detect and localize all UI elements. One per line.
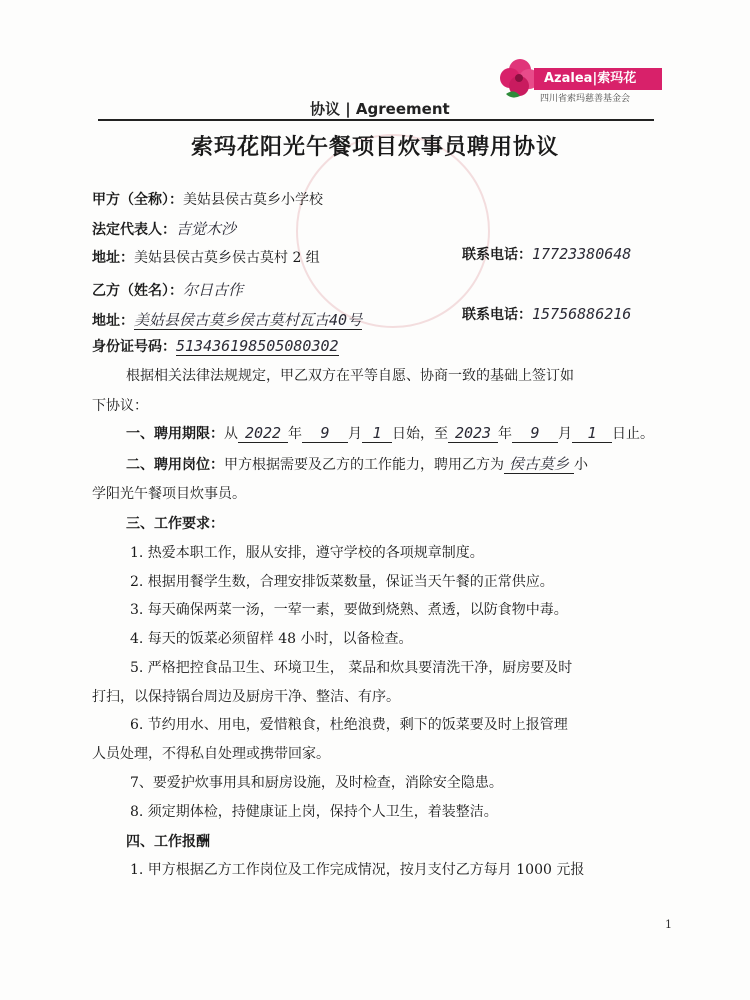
term-heading: 一、聘用期限： xyxy=(126,426,224,442)
party-b-name-row xyxy=(92,280,243,301)
post-line-2: 学阳光午餐项目炊事员。 xyxy=(92,486,246,502)
party-a-name-value: 美姑县侯古莫乡小学校 xyxy=(183,192,323,208)
party-b-name-label: 乙方（姓名）： xyxy=(92,283,183,299)
party-b-phone-label: 联系电话： xyxy=(462,307,532,323)
term-row xyxy=(126,424,654,444)
post-heading: 二、聘用岗位： xyxy=(126,457,224,473)
requirement-item: 5. 严格把控食品卫生、环境卫生， 菜品和炊具要清洗干净，厨房要及时 xyxy=(130,660,573,676)
party-b-id-label: 身份证号码： xyxy=(92,339,176,355)
term-start-month: 9 xyxy=(302,424,348,443)
post-school-handwritten: 侯古莫乡 xyxy=(504,455,574,474)
post-row xyxy=(126,455,588,475)
term-from: 从 xyxy=(224,426,238,442)
party-a-name-label: 甲方（全称）： xyxy=(92,192,183,208)
logo-subtitle: 四川省索玛慈善基金会 xyxy=(540,94,631,104)
requirement-item: 8. 须定期体检，持健康证上岗，保持个人卫生，着装整洁。 xyxy=(130,804,498,820)
party-a-address-label: 地址： xyxy=(92,250,134,266)
requirement-item: 4. 每天的饭菜必须留样 48 小时，以备检查。 xyxy=(130,631,413,647)
term-start-day: 1 xyxy=(362,424,392,443)
term-start-year: 2022 xyxy=(238,424,288,443)
requirement-item: 6. 节约用水、用电，爱惜粮食，杜绝浪费，剩下的饭菜要及时上报管理 xyxy=(130,717,568,733)
party-a-rep-label: 法定代表人： xyxy=(92,222,176,238)
party-b-address-label: 地址： xyxy=(92,313,134,329)
requirement-item: 1. 热爱本职工作，服从安排，遵守学校的各项规章制度。 xyxy=(130,545,484,561)
requirement-item: 7、要爱护炊事用具和厨房设施，及时检查，消除安全隐患。 xyxy=(130,775,503,791)
red-seal-watermark xyxy=(296,134,490,328)
term-year-text: 年 xyxy=(288,426,302,442)
party-a-address-row xyxy=(92,248,320,268)
party-b-address-row xyxy=(92,310,362,331)
azalea-logo xyxy=(496,52,666,108)
requirement-item: 3. 每天确保两菜一汤，一荤一素，要做到烧熟、煮透，以防食物中毒。 xyxy=(130,602,568,618)
post-text-2: 小 xyxy=(574,457,588,473)
party-b-name-value: 尔日古作 xyxy=(183,281,244,299)
pay-heading: 四、工作报酬 xyxy=(126,834,210,850)
party-b-phone-row xyxy=(462,304,631,325)
term-end-day: 1 xyxy=(572,424,612,443)
requirement-item-cont: 人员处理，不得私自处理或携带回家。 xyxy=(92,746,330,762)
agreement-tag: 协议 | Agreement xyxy=(310,100,450,118)
party-a-rep-signature: 吉觉木沙 xyxy=(176,220,237,238)
party-a-phone-row xyxy=(462,244,631,265)
pay-item-1: 1. 甲方根据乙方工作岗位及工作完成情况，按月支付乙方每月 1000 元报 xyxy=(130,862,585,878)
party-b-phone-value: 15756886216 xyxy=(532,305,632,323)
party-a-phone-value: 17723380648 xyxy=(532,245,632,263)
party-b-id-value: 513436198505080302 xyxy=(176,337,339,355)
requirement-item: 2. 根据用餐学生数，合理安排饭菜数量，保证当天午餐的正常供应。 xyxy=(130,574,554,590)
term-month-text: 月 xyxy=(348,426,362,442)
term-end-text: 日止。 xyxy=(612,426,654,442)
intro-line-1: 根据相关法律法规规定，甲乙双方在平等自愿、协商一致的基础上签订如 xyxy=(126,368,574,384)
party-a-address-value: 美姑县侯古莫乡侯古莫村 2 组 xyxy=(134,250,320,266)
term-end-month: 9 xyxy=(512,424,558,443)
party-b-address-value: 美姑县侯古莫乡侯古莫村瓦古40号 xyxy=(134,311,363,329)
term-end-year: 2023 xyxy=(448,424,498,443)
term-month-text-2: 月 xyxy=(558,426,572,442)
party-b-id-row xyxy=(92,336,339,357)
requirements-heading: 三、工作要求： xyxy=(126,516,224,532)
requirement-item-cont: 打扫，以保持锅台周边及厨房干净、整洁、有序。 xyxy=(92,689,400,705)
party-a-name-row xyxy=(92,190,323,210)
post-text-1: 甲方根据需要及乙方的工作能力，聘用乙方为 xyxy=(224,457,504,473)
header-divider xyxy=(98,119,654,121)
term-year-text-2: 年 xyxy=(498,426,512,442)
intro-line-2: 下协议： xyxy=(92,398,148,414)
party-a-rep-row xyxy=(92,219,236,240)
logo-brand-text: Azalea|索玛花 xyxy=(534,68,662,90)
party-a-phone-label: 联系电话： xyxy=(462,247,532,263)
page-title: 索玛花阳光午餐项目炊事员聘用协议 xyxy=(190,135,559,160)
term-start-text: 日始，至 xyxy=(392,426,448,442)
page-number: 1 xyxy=(665,918,672,931)
